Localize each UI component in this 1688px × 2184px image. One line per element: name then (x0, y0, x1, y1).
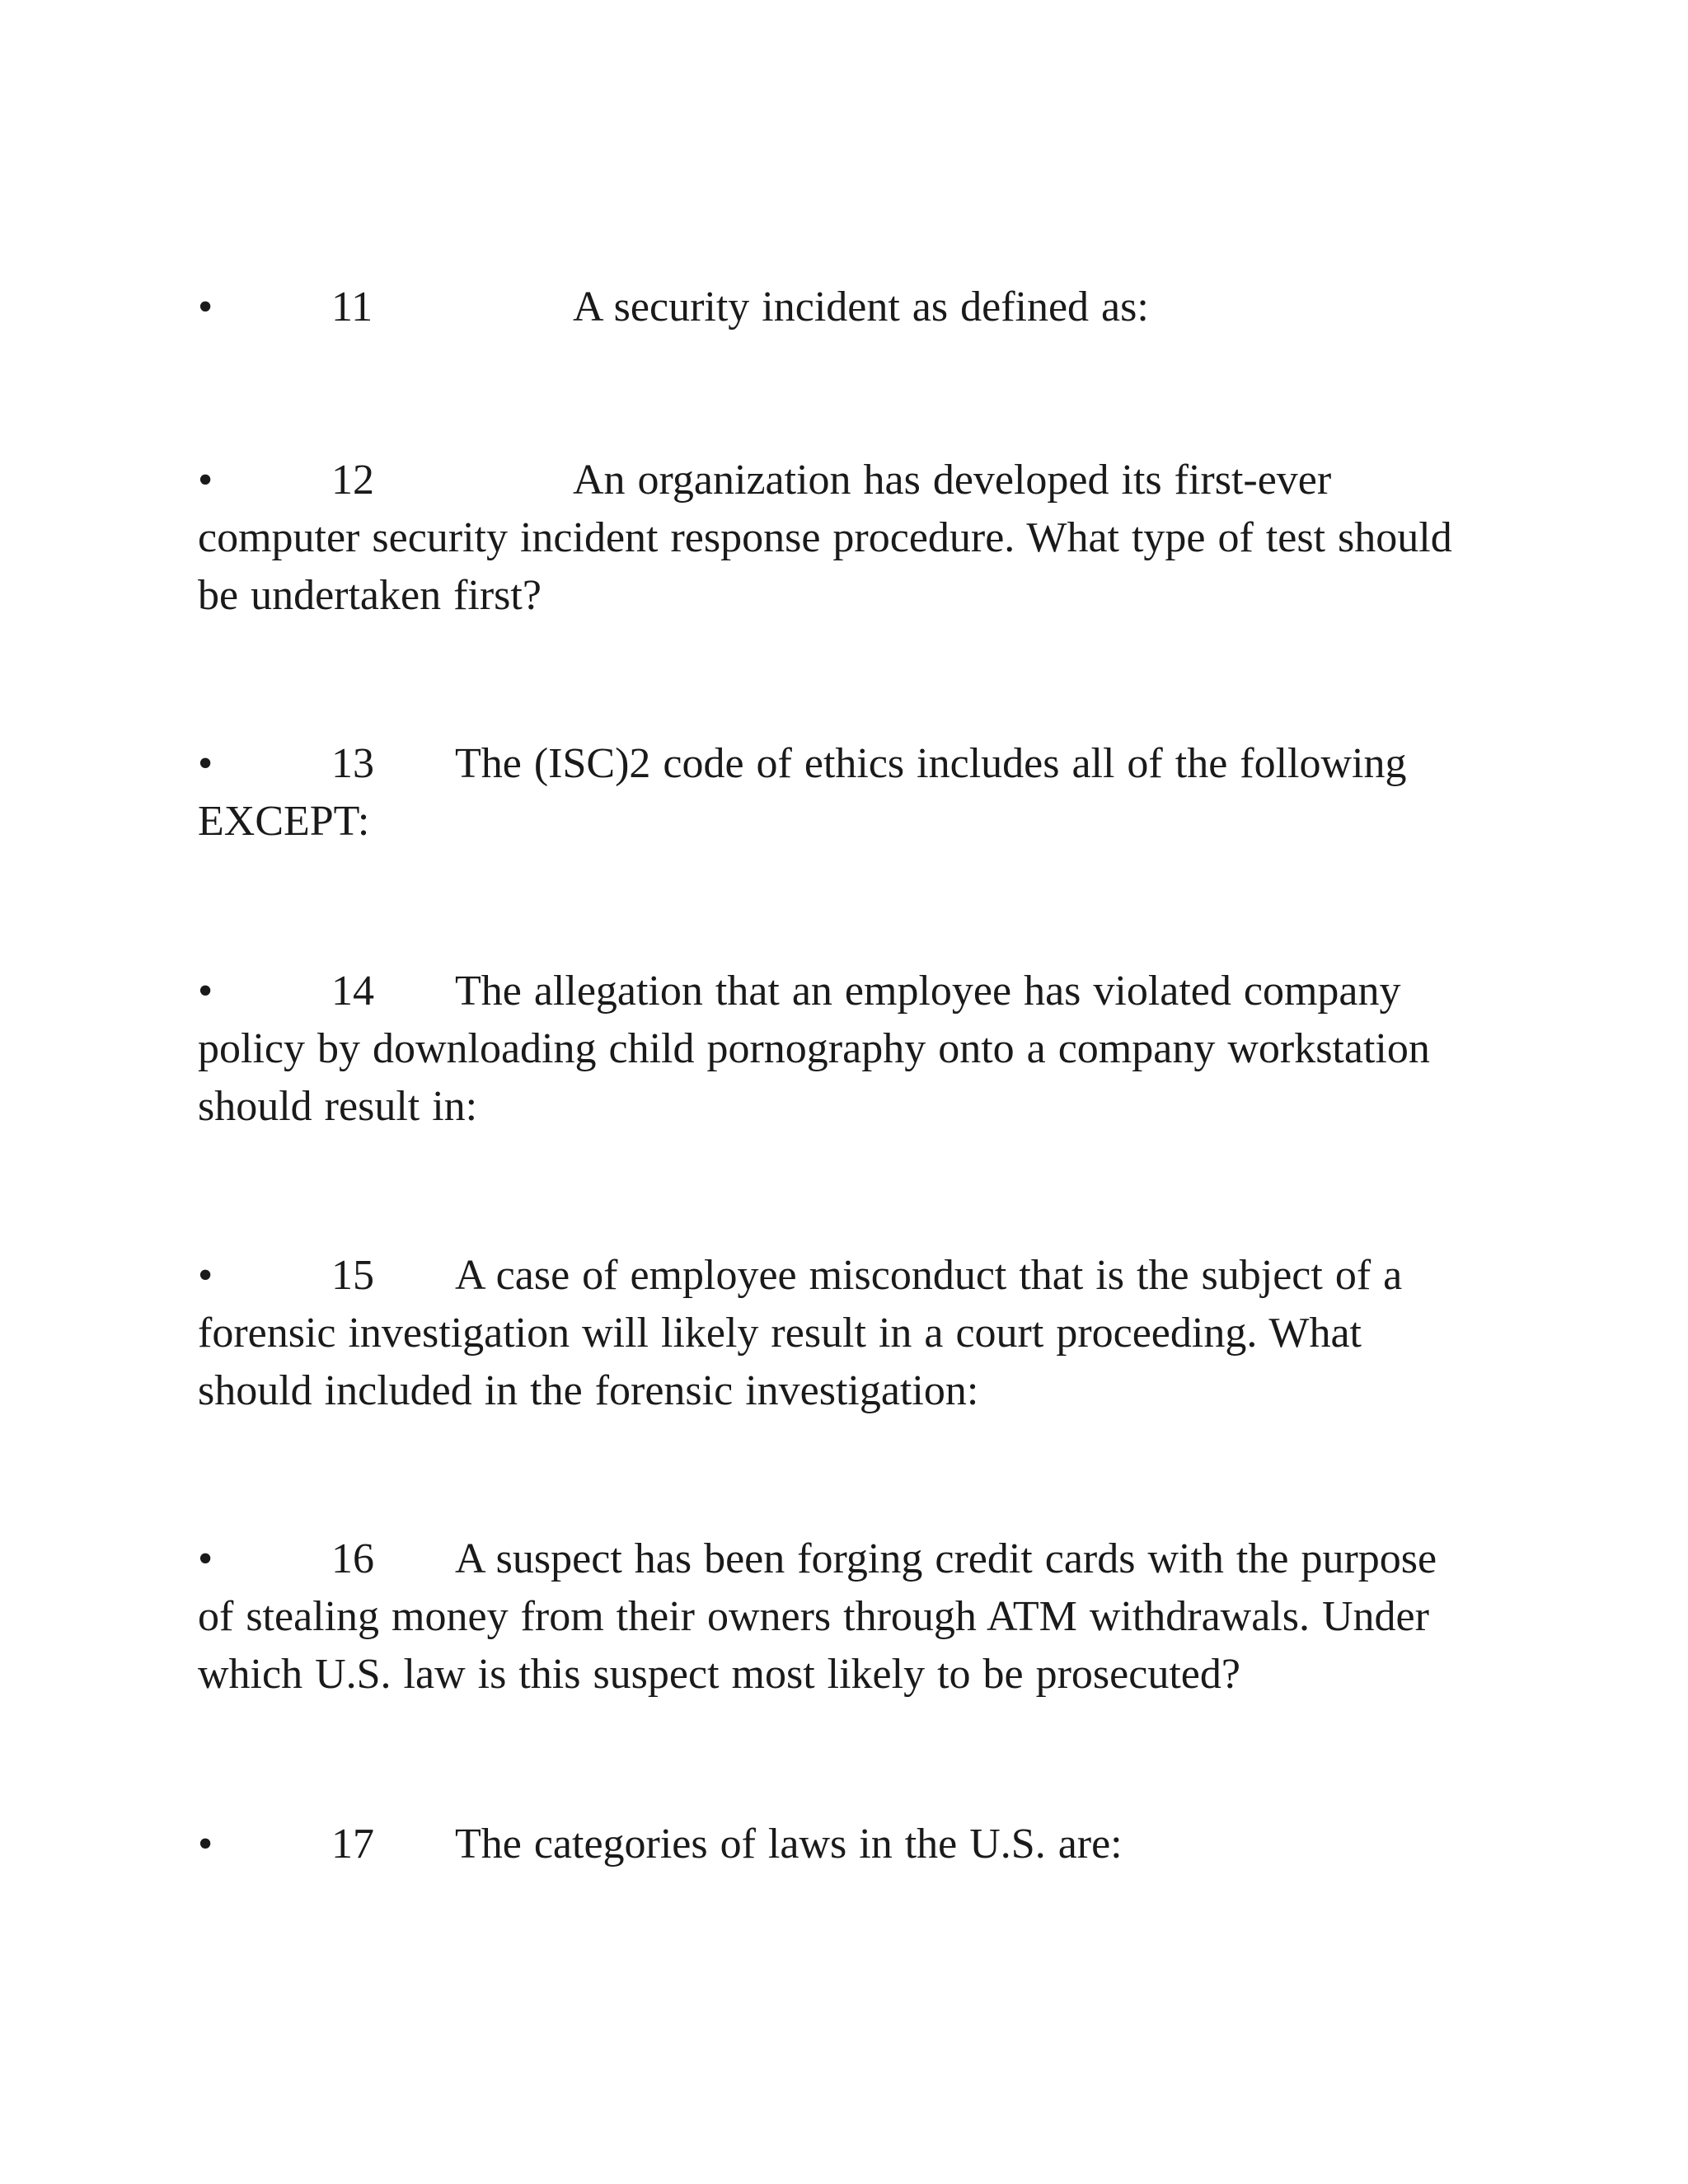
question-item (198, 1530, 1484, 1704)
bullet: • (198, 284, 213, 330)
question-line: A suspect has been forging credit cards with the purpose (455, 1535, 1437, 1582)
question-text (198, 279, 1484, 336)
question-item (198, 1816, 1484, 1873)
question-line: which U.S. law is this suspect most likely to be prosecuted? (198, 1651, 1240, 1698)
question-item (198, 735, 1484, 851)
question-line: A case of employee misconduct that is the subject of a (455, 1252, 1403, 1299)
question-line: be undertaken first? (198, 572, 542, 619)
question-text (198, 1530, 1484, 1704)
bullet: • (198, 740, 213, 787)
question-text (198, 452, 1484, 625)
question-line: The categories of laws in the U.S. are: (455, 1821, 1123, 1868)
question-number: 16 (331, 1535, 374, 1582)
question-text (198, 963, 1484, 1136)
bullet: • (198, 1821, 213, 1868)
question-line: A security incident as defined as: (573, 284, 1149, 330)
question-line: computer security incident response procedure. What type of test should (198, 514, 1452, 561)
bullet: • (198, 457, 213, 504)
question-text (198, 1247, 1484, 1420)
bullet: • (198, 968, 213, 1015)
question-item (198, 279, 1484, 336)
question-number: 17 (331, 1821, 374, 1868)
question-number: 14 (331, 968, 374, 1015)
question-item (198, 963, 1484, 1136)
question-line: should included in the forensic investigation: (198, 1367, 979, 1414)
question-line: EXCEPT: (198, 798, 370, 845)
question-line: policy by downloading child pornography onto a company workstation (198, 1025, 1430, 1072)
question-line: The (ISC)2 code of ethics includes all of the following (455, 740, 1407, 787)
question-line: of stealing money from their owners through ATM withdrawals. Under (198, 1593, 1429, 1640)
question-line: An organization has developed its first-ever (573, 457, 1332, 504)
bullet: • (198, 1252, 213, 1299)
question-item (198, 452, 1484, 625)
question-number: 13 (331, 740, 374, 787)
question-item (198, 1247, 1484, 1420)
question-line: forensic investigation will likely result in a court proceeding. What (198, 1310, 1362, 1357)
question-line: The allegation that an employee has violated company (455, 968, 1401, 1015)
question-number: 15 (331, 1252, 374, 1299)
question-text (198, 735, 1484, 851)
question-line: should result in: (198, 1083, 478, 1130)
question-text (198, 1816, 1484, 1873)
question-number: 11 (331, 284, 373, 330)
bullet: • (198, 1535, 213, 1582)
question-number: 12 (331, 457, 374, 504)
